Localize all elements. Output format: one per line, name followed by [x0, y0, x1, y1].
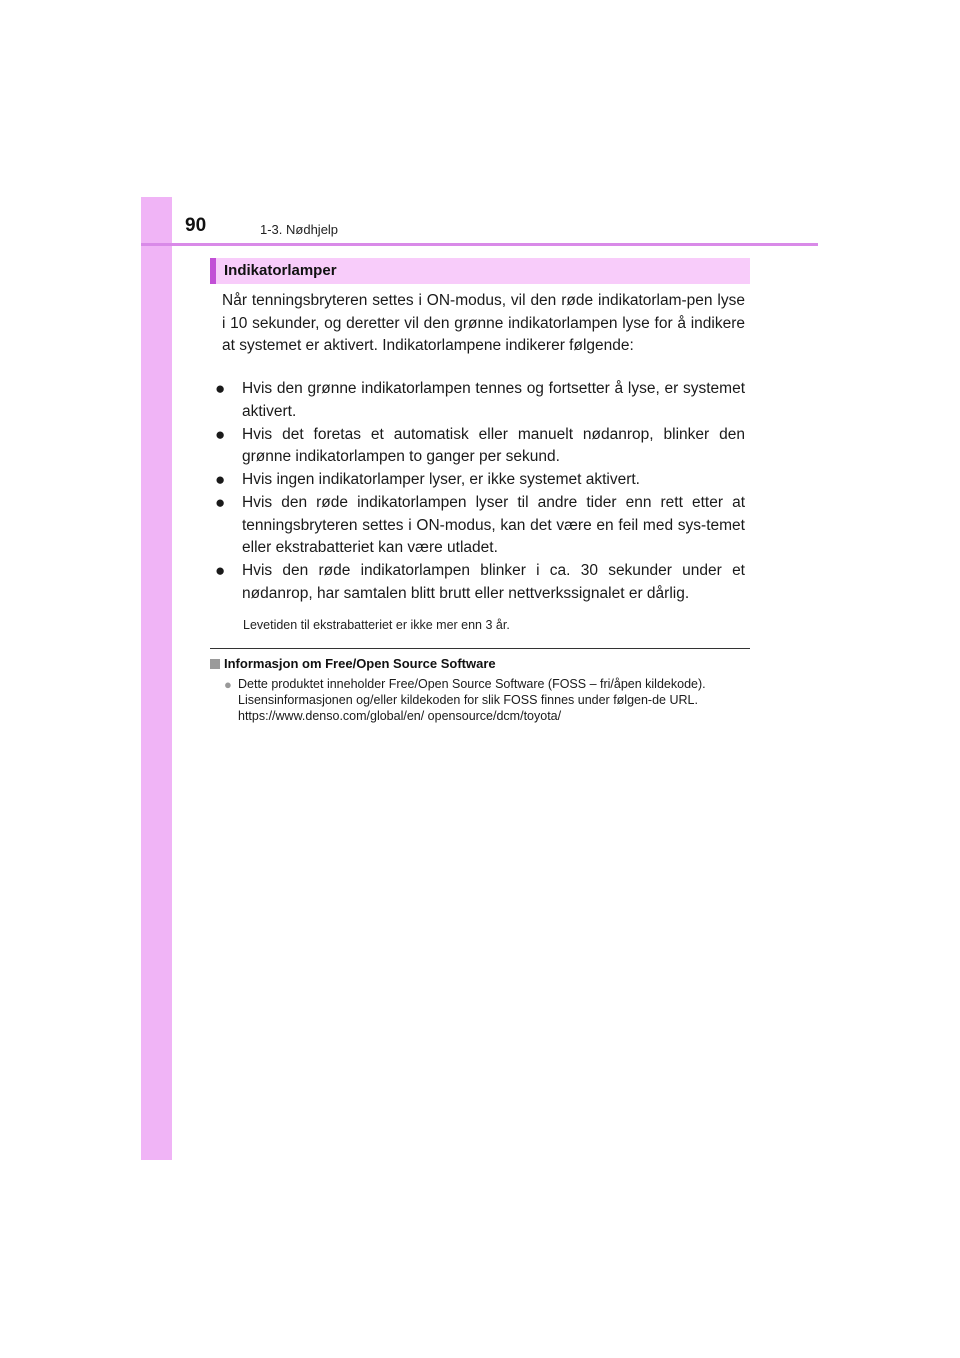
bullet-icon: ● [215, 561, 226, 581]
bullet-list [213, 378, 745, 606]
bullet-icon: ● [215, 424, 226, 444]
list-item [213, 424, 745, 469]
bullet-icon: ● [215, 470, 226, 490]
info-url: https://www.denso.com/global/en/ opensource/dcm/toyota/ [238, 708, 562, 723]
intro-paragraph: Når tenningsbryteren settes i ON-modus, vil den røde indikatorlam-pen lyse i 10 sekunder, og deretter vil den grønne indikatorlampen lyse for å indikere at systemet er aktivert. Indikatorlampene indikerer følgende: [222, 292, 745, 355]
section-heading-label: Indikatorlamper [224, 262, 337, 279]
section-title: 1-3. Nødhjelp [260, 222, 339, 237]
page-number: 90 [185, 215, 207, 236]
bullet-icon: ● [215, 493, 226, 513]
list-item-text: Hvis den grønne indikatorlampen tennes og fortsetter å lyse, er systemet aktivert. [242, 380, 745, 420]
bullet-icon: ● [224, 677, 232, 692]
list-item [213, 378, 745, 423]
info-item-text [238, 677, 750, 724]
square-bullet-icon [210, 659, 220, 669]
section-heading [210, 258, 750, 284]
list-item [213, 560, 745, 605]
battery-note: Levetiden til ekstrabatteriet er ikke mer enn 3 år. [243, 618, 510, 632]
info-line: Lisensinformasjonen og/eller kildekoden for slik FOSS finnes under følgen-de URL. [238, 692, 698, 707]
side-band [141, 197, 172, 1160]
list-item [213, 469, 745, 492]
info-heading [210, 656, 496, 671]
header-rule [141, 243, 818, 246]
info-item [224, 677, 750, 724]
list-item-text: Hvis den røde indikatorlampen lyser til andre tider enn rett etter at tenningsbryteren settes i ON-modus, kan det være en feil med sys-temet eller ekstrabatteriet kan være utladet. [242, 494, 745, 557]
divider [210, 648, 750, 649]
list-item-text: Hvis den røde indikatorlampen blinker i ca. 30 sekunder under et nødanrop, har samtalen blitt brutt eller nettverkssignalet er dårlig. [242, 562, 745, 602]
list-item-text: Hvis det foretas et automatisk eller manuelt nødanrop, blinker den grønne indikatorlampen to ganger per sekund. [242, 425, 745, 466]
info-line: Dette produktet inneholder Free/Open Source Software (FOSS – fri/åpen kildekode). [238, 677, 706, 691]
list-item [213, 492, 745, 560]
bullet-icon: ● [215, 379, 226, 398]
info-heading-text: Informasjon om Free/Open Source Software [224, 656, 496, 671]
list-item-text: Hvis ingen indikatorlamper lyser, er ikke systemet aktivert. [242, 471, 640, 489]
